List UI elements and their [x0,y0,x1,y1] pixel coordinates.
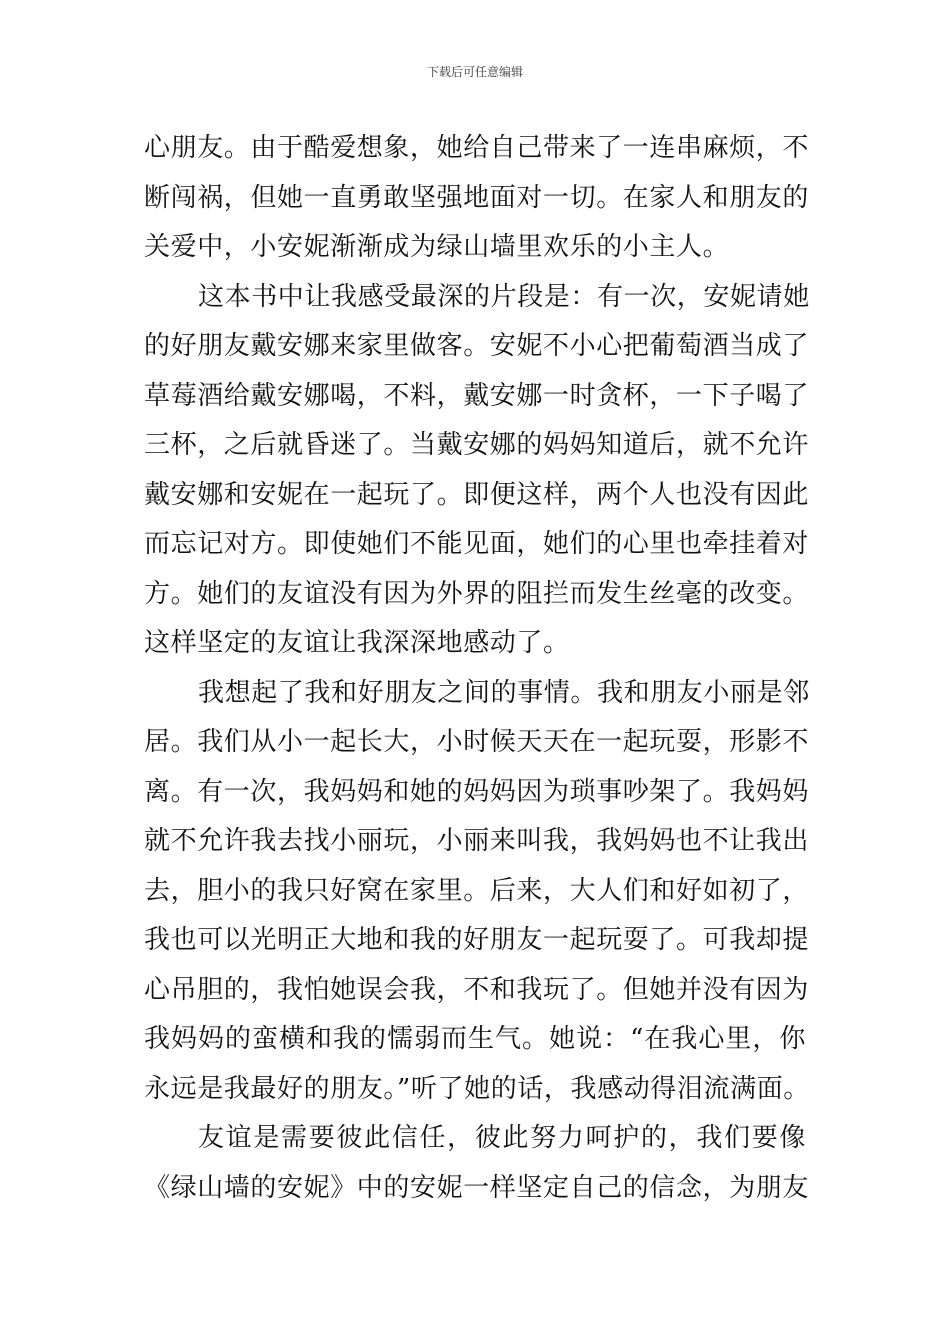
text-line: 永远是我最好的朋友。”听了她的话，我感动得泪流满面。 [144,1073,810,1104]
text-line: 这样坚定的友谊让我深深地感动了。 [144,628,570,658]
text-line: 戴安娜和安妮在一起玩了。即便这样，两个人也没有因此 [144,479,810,510]
text-line: 心吊胆的，我怕她误会我，不和我玩了。但她并没有因为 [144,974,810,1005]
text-line: 而忘记对方。即使她们不能见面，她们的心里也牵挂着对 [144,529,810,559]
text-line: 三杯，之后就昏迷了。当戴安娜的妈妈知道后，就不允许 [144,430,810,460]
text-line: 我妈妈的蛮横和我的懦弱而生气。她说：“在我心里，你 [144,1024,806,1054]
text-line: 断闯祸，但她一直勇敢坚强地面对一切。在家人和朋友的 [144,182,810,213]
text-line: 去，胆小的我只好窝在家里。后来，大人们和好如初了， [144,875,810,906]
text-line: 我也可以光明正大地和我的好朋友一起玩耍了。可我却提 [144,925,810,955]
text-line: 就不允许我去找小丽玩，小丽来叫我，我妈妈也不让我出 [144,826,810,856]
document-body [144,124,810,1213]
text-line: 方。她们的友谊没有因为外界的阻拦而发生丝毫的改变。 [144,578,810,609]
text-line: 关爱中，小安妮渐渐成为绿山墙里欢乐的小主人。 [144,232,730,262]
text-line: 的好朋友戴安娜来家里做客。安妮不小心把葡萄酒当成了 [144,331,810,361]
text-line: 心朋友。由于酷爱想象，她给自己带来了一连串麻烦，不 [144,133,810,163]
paragraph-first-line: 我想起了我和好朋友之间的事情。我和朋友小丽是邻 [198,677,810,708]
text-line: 草莓酒给戴安娜喝，不料，戴安娜一时贪杯，一下子喝了 [144,380,810,411]
text-line: 离。有一次，我妈妈和她的妈妈因为琐事吵架了。我妈妈 [144,776,810,807]
text-line: 《绿山墙的安妮》中的安妮一样坚定自己的信念，为朋友 [144,1172,810,1203]
page-header: 下载后可任意编辑 [426,65,523,79]
paragraph-first-line: 友谊是需要彼此信任，彼此努力呵护的，我们要像 [198,1123,806,1153]
text-line: 居。我们从小一起长大，小时候天天在一起玩耍，形影不 [144,727,810,757]
paragraph-first-line: 这本书中让我感受最深的片段是：有一次，安妮请她 [198,281,810,312]
